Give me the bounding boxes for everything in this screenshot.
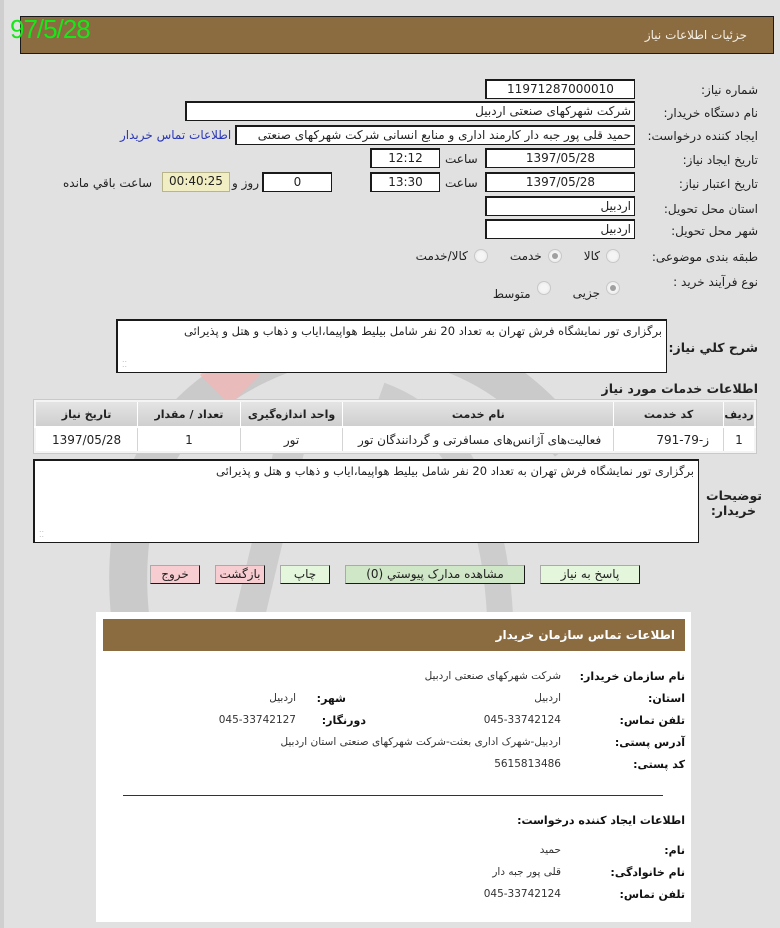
contact-divider <box>123 795 663 796</box>
window-left-edge <box>0 0 4 928</box>
created-time-label: ساعت <box>445 152 478 166</box>
contact-province-label: استان: <box>648 692 685 705</box>
radio-purchase-medium[interactable] <box>537 281 551 295</box>
page-title: جزئیات اطلاعات نیاز <box>644 28 747 42</box>
contact-address-value: اردبیل-شهرک اداری بعثت-شرکت شهرکهای صنعتی استان اردبیل <box>280 736 561 748</box>
purchase-type-label: نوع فرآیند خرید : <box>673 275 758 289</box>
valid-date-field[interactable]: 1397/05/28 <box>485 172 635 192</box>
contact-postal-label: کد پستی: <box>633 758 685 771</box>
radio-category-service-label: خدمت <box>509 249 542 263</box>
radio-purchase-minor-label: جزیی <box>572 286 600 300</box>
col-service-name: نام خدمت <box>343 401 614 427</box>
need-number-label: شماره نیاز: <box>701 83 758 97</box>
creator-name-label: نام: <box>664 844 685 857</box>
contact-panel-title: اطلاعات تماس سازمان خریدار <box>495 628 675 642</box>
radio-category-goods-service[interactable] <box>474 249 488 263</box>
category-radio-group <box>394 249 620 263</box>
province-field[interactable]: اردبیل <box>485 196 635 216</box>
resize-grip-icon[interactable]: ⁚⁚ <box>39 530 45 539</box>
created-date-field[interactable]: 1397/05/28 <box>485 148 635 168</box>
general-desc-textarea[interactable] <box>116 319 667 373</box>
creator-name-value: حمید <box>539 844 561 856</box>
buyer-notes-label-line1: توضیحات <box>706 488 762 503</box>
buyer-notes-text: برگزاری تور نمایشگاه فرش تهران به تعداد 20 نفر شامل بیلیط هواپیما،ایاب و ذهاب و هتل و پذیرائی <box>215 464 694 478</box>
buyer-contact-link[interactable]: اطلاعات تماس خریدار <box>120 128 232 142</box>
remaining-time-label: ساعت باقي مانده <box>63 176 153 190</box>
contact-fax-label: دورنگار: <box>321 714 366 727</box>
col-quantity: تعداد / مقدار <box>138 401 241 427</box>
contact-phone-label: تلفن تماس: <box>619 714 685 727</box>
creator-section-title: اطلاعات ایجاد کننده درخواست: <box>517 814 685 827</box>
buyer-org-label: نام دستگاه خریدار: <box>663 106 758 120</box>
general-desc-text: برگزاری تور نمایشگاه فرش تهران به تعداد 20 نفر شامل بیلیط هواپیما،ایاب و ذهاب و هتل و پذیرائی <box>183 324 662 338</box>
contact-province-value: اردبیل <box>534 692 561 704</box>
contact-postal-value: 5615813486 <box>494 758 561 770</box>
contact-phone-value: 045-33742124 <box>483 714 561 726</box>
services-header-row <box>35 401 755 427</box>
general-desc-label: شرح کلي نیاز: <box>668 340 758 355</box>
radio-category-goods-service-label: کالا/خدمت <box>415 249 468 263</box>
created-time-field[interactable]: 12:12 <box>370 148 440 168</box>
city-label: شهر محل تحویل: <box>671 224 758 238</box>
contact-city-value: اردبیل <box>269 692 296 704</box>
days-label: روز و <box>232 176 259 190</box>
province-label: استان محل تحویل: <box>663 202 758 216</box>
contact-fax-value: 045-33742127 <box>218 714 296 726</box>
city-field[interactable]: اردبیل <box>485 219 635 239</box>
col-unit: واحد اندازه‌گیری <box>240 401 343 427</box>
created-date-label: تاریخ ایجاد نیاز: <box>682 153 758 167</box>
valid-time-field[interactable]: 13:30 <box>370 172 440 192</box>
table-row <box>35 427 755 452</box>
radio-category-goods-label: کالا <box>583 249 600 263</box>
page-title-bar <box>20 16 774 54</box>
col-row-number: ردیف <box>723 401 755 427</box>
valid-time-label: ساعت <box>445 176 478 190</box>
services-table <box>34 400 756 453</box>
days-remaining-field[interactable]: 0 <box>262 172 332 192</box>
creator-family-label: نام خانوادگی: <box>610 866 685 879</box>
services-section-title: اطلاعات خدمات مورد نیاز <box>601 381 758 396</box>
print-button[interactable]: چاپ <box>280 565 330 584</box>
cell-quantity: 1 <box>138 427 241 452</box>
cell-unit: تور <box>240 427 343 452</box>
creator-family-value: قلی پور جبه دار <box>492 866 561 878</box>
view-attachments-button[interactable]: مشاهده مدارک پیوستي (0) <box>345 565 525 584</box>
requester-label: ایجاد کننده درخواست: <box>647 129 758 143</box>
buyer-notes-textarea[interactable] <box>33 459 699 543</box>
date-stamp-overlay: 97/5/28 <box>10 14 90 44</box>
radio-purchase-minor[interactable] <box>606 281 620 295</box>
creator-phone-label: تلفن تماس: <box>619 888 685 901</box>
contact-org-label: نام سازمان خریدار: <box>579 670 685 683</box>
back-button[interactable]: بازگشت <box>215 565 265 584</box>
category-label: طبقه بندی موضوعی: <box>651 250 758 264</box>
cell-row-number: 1 <box>723 427 755 452</box>
radio-category-goods[interactable] <box>606 249 620 263</box>
remaining-time-field: 00:40:25 <box>162 172 230 192</box>
buyer-notes-label-line2: خریدار: <box>710 503 756 518</box>
creator-phone-value: 045-33742124 <box>483 888 561 900</box>
col-need-date: تاریخ نیاز <box>35 401 138 427</box>
cell-service-code: ز-79-791 <box>614 427 724 452</box>
contact-panel-header <box>103 619 685 651</box>
need-number-field[interactable]: 11971287000010 <box>485 79 635 99</box>
radio-purchase-medium-label: متوسط <box>492 287 531 301</box>
buyer-contact-panel <box>96 612 691 922</box>
contact-city-label: شهر: <box>316 692 346 705</box>
valid-date-label: تاریخ اعتبار نیاز: <box>678 177 758 191</box>
radio-category-service[interactable] <box>548 249 562 263</box>
reply-button[interactable]: پاسخ به نیاز <box>540 565 640 584</box>
requester-field[interactable]: حمید قلی پور جبه دار کارمند اداری و منابع انسانی شرکت شهرکهای صنعتی <box>235 125 635 145</box>
contact-org-value: شرکت شهرکهای صنعتی اردبیل <box>424 670 561 682</box>
purchase-type-radio-group <box>471 275 620 301</box>
cell-need-date: 1397/05/28 <box>35 427 138 452</box>
col-service-code: کد خدمت <box>614 401 724 427</box>
exit-button[interactable]: خروج <box>150 565 200 584</box>
contact-address-label: آدرس پستی: <box>614 736 685 749</box>
buyer-org-field[interactable]: شرکت شهرکهای صنعتی اردبیل <box>185 101 635 121</box>
resize-grip-icon[interactable]: ⁚⁚ <box>122 360 128 369</box>
cell-service-name: فعالیت‌های آژانس‌های مسافرتی و گردانندگان تور <box>343 427 614 452</box>
